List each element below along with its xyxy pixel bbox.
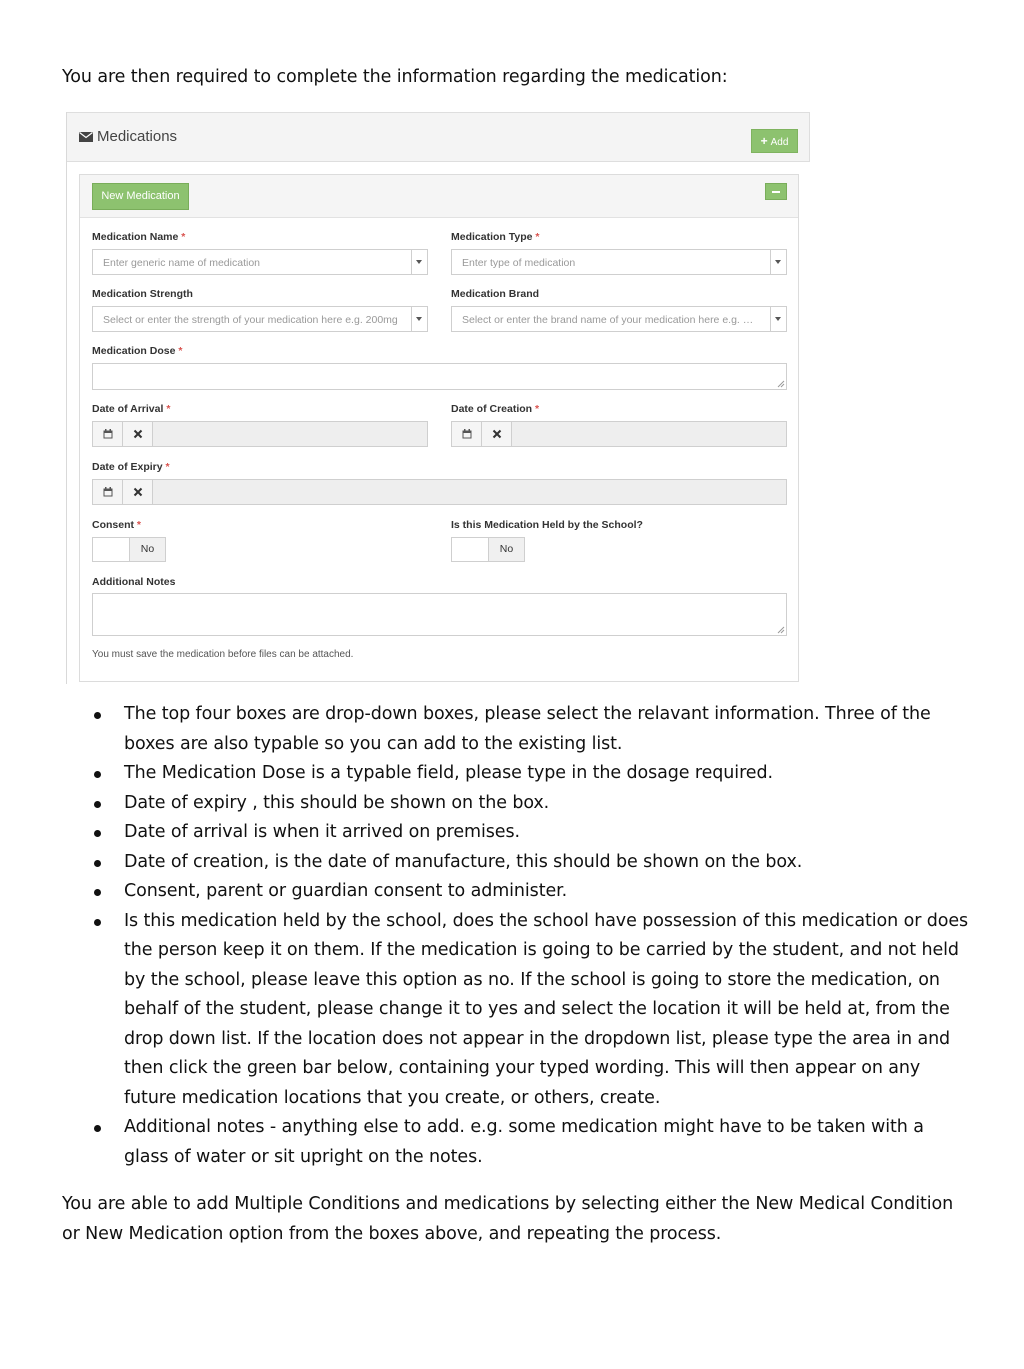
calendar-icon — [103, 487, 113, 497]
medication-brand-placeholder: Select or enter the brand name of your medication here e.g. … — [462, 314, 754, 326]
held-by-school-value: No — [489, 538, 524, 561]
medication-type-select[interactable] — [451, 249, 787, 275]
new-medication-button[interactable]: New Medication — [92, 183, 189, 210]
chevron-down-icon[interactable] — [411, 250, 427, 274]
calendar-button[interactable] — [93, 480, 123, 504]
clear-button[interactable] — [123, 480, 153, 504]
medication-name-placeholder: Enter generic name of medication — [103, 257, 261, 269]
list-item: The top four boxes are drop-down boxes, please select the relavant information. Three of the boxes are also typable so you can add to the existing list. — [62, 700, 972, 759]
new-medication-panel-header — [80, 175, 798, 218]
close-icon — [133, 487, 143, 497]
outro-text: You are able to add Multiple Conditions and medications by selecting either the New Medical Condition or New Medication option from the boxes above, and repeating the process. — [62, 1194, 954, 1244]
medication-dose-label: Medication Dose * — [92, 345, 183, 357]
date-of-creation-field[interactable] — [451, 421, 787, 447]
close-icon — [133, 429, 143, 439]
held-by-school-label: Is this Medication Held by the School? — [451, 519, 643, 531]
medication-strength-select[interactable] — [92, 306, 428, 332]
medication-brand-select[interactable] — [451, 306, 787, 332]
save-note: You must save the medication before files can be attached. — [92, 649, 354, 660]
new-medication-panel — [79, 174, 799, 682]
medication-brand-label: Medication Brand — [451, 288, 540, 300]
panel-title: Medications — [97, 128, 178, 145]
close-icon — [492, 429, 502, 439]
plus-icon: + — [760, 134, 768, 148]
list-item: Date of expiry , this should be shown on the box. — [62, 789, 972, 819]
clear-button[interactable] — [482, 422, 512, 446]
date-of-arrival-label: Date of Arrival * — [92, 403, 171, 415]
list-item: Date of arrival is when it arrived on premises. — [62, 818, 972, 848]
additional-notes-label: Additional Notes — [92, 576, 176, 588]
medication-name-label: Medication Name * — [92, 231, 186, 243]
instruction-list — [62, 700, 972, 1172]
medications-panel-header — [67, 112, 810, 162]
add-button[interactable] — [751, 129, 798, 153]
list-item: Date of creation, is the date of manufacture, this should be shown on the box. — [62, 848, 972, 878]
list-item: The Medication Dose is a typable field, please type in the dosage required. — [62, 759, 972, 789]
intro-text: You are then required to complete the information regarding the medication: — [62, 67, 728, 87]
date-of-expiry-label: Date of Expiry * — [92, 461, 170, 473]
calendar-icon — [462, 429, 472, 439]
medication-dose-input[interactable] — [92, 363, 787, 390]
medications-screenshot — [66, 112, 810, 684]
consent-label: Consent * — [92, 519, 142, 531]
collapse-button[interactable] — [765, 183, 787, 200]
toggle-knob — [452, 538, 489, 561]
consent-toggle[interactable] — [92, 537, 166, 562]
toggle-knob — [93, 538, 130, 561]
medication-strength-placeholder: Select or enter the strength of your medication here e.g. 200mg — [103, 314, 398, 326]
list-item: Additional notes - anything else to add. e.g. some medication might have to be taken with a glass of water or sit upright on the notes. — [62, 1113, 972, 1172]
chevron-down-icon[interactable] — [411, 307, 427, 331]
calendar-icon — [103, 429, 113, 439]
clear-button[interactable] — [123, 422, 153, 446]
medication-type-placeholder: Enter type of medication — [462, 257, 576, 269]
date-of-expiry-field[interactable] — [92, 479, 787, 505]
medication-type-label: Medication Type * — [451, 231, 540, 243]
resize-grip-icon[interactable] — [777, 626, 785, 634]
consent-value: No — [130, 538, 165, 561]
calendar-button[interactable] — [452, 422, 482, 446]
envelope-icon — [79, 132, 93, 142]
chevron-down-icon[interactable] — [770, 307, 786, 331]
list-item: Consent, parent or guardian consent to administer. — [62, 877, 972, 907]
add-label: Add — [770, 137, 789, 148]
medication-strength-label: Medication Strength — [92, 288, 193, 300]
date-of-arrival-field[interactable] — [92, 421, 428, 447]
additional-notes-input[interactable] — [92, 593, 787, 636]
list-item: Is this medication held by the school, does the school have possession of this medication or does the person keep it on them. If the medication is going to be carried by the student, and not held by the school, please leave this option as no. If the school is going to store the medication, on behalf of the student, please change it to yes and select the location it will be held at, from the drop down list. If the location does not appear in the dropdown list, please type the area in and then click the green bar below, containing your typed wording. This will then appear on any future medication locations that you create, or others, create. — [62, 907, 972, 1114]
medication-name-select[interactable] — [92, 249, 428, 275]
held-by-school-toggle[interactable] — [451, 537, 525, 562]
date-of-creation-label: Date of Creation * — [451, 403, 540, 415]
resize-grip-icon[interactable] — [777, 380, 785, 388]
chevron-down-icon[interactable] — [770, 250, 786, 274]
calendar-button[interactable] — [93, 422, 123, 446]
